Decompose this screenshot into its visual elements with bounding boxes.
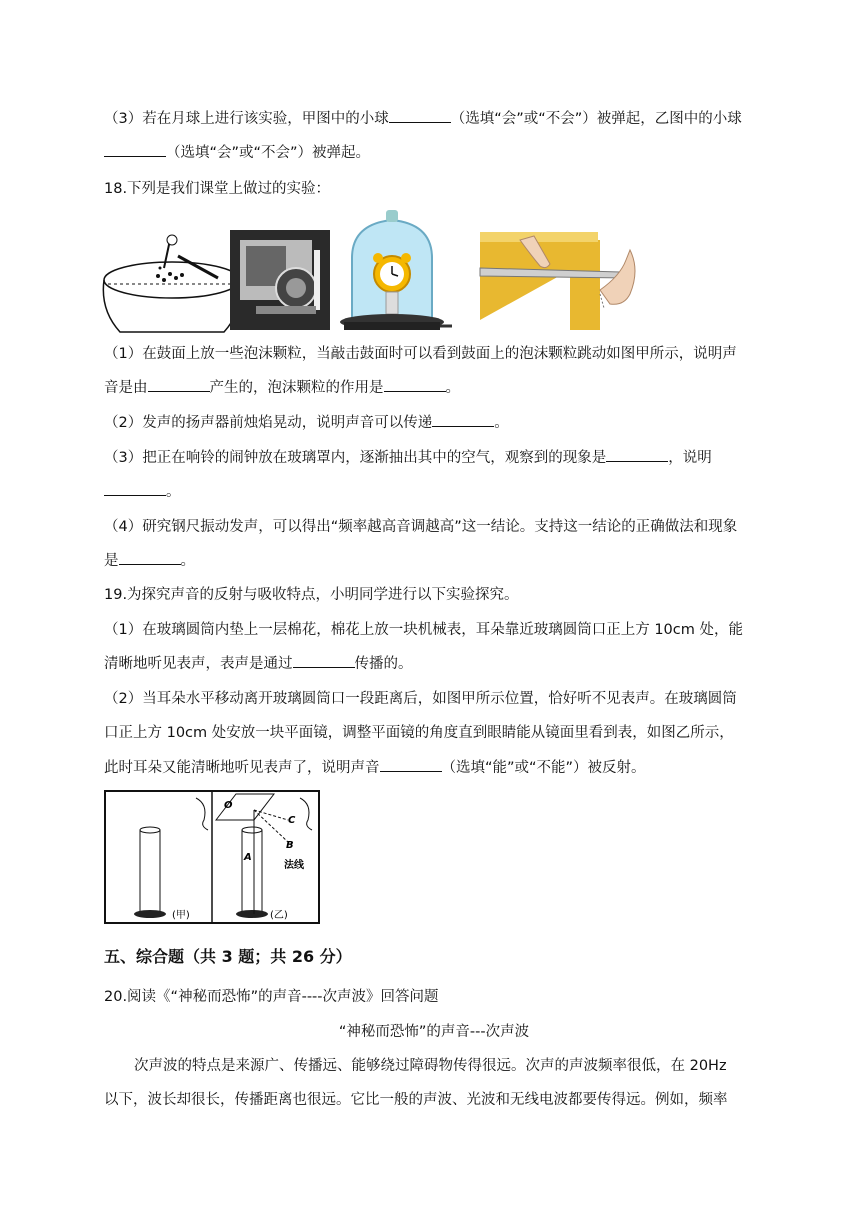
answer-blank bbox=[606, 447, 668, 462]
ruler-desk-figure bbox=[480, 232, 635, 330]
article-title: “神秘而恐怖”的声音---次声波 bbox=[338, 1024, 530, 1040]
answer-blank bbox=[432, 412, 494, 427]
q18-part4-line1: （4）研究钢尺振动发声，可以得出“频率越高音调越高”这一结论。支持这一结论的正确做法和现象 bbox=[104, 519, 738, 535]
q18-p4-text-b: 是 bbox=[104, 553, 119, 569]
q18-part3-line1 bbox=[104, 447, 764, 469]
q17-part3-line1 bbox=[104, 108, 764, 130]
q19-p1-text-b: 清晰地听见表声，表声是通过 bbox=[104, 656, 293, 672]
q18-p3-text-a: （3）把正在响铃的闹钟放在玻璃罩内，逐渐抽出其中的空气，观察到的现象是 bbox=[104, 450, 607, 466]
section-heading: 五、综合题（共 3 题；共 26 分） bbox=[104, 947, 352, 966]
q19-figure bbox=[104, 790, 320, 924]
q18-p1-text-b: 音是由 bbox=[104, 380, 148, 396]
drum-figure bbox=[103, 235, 240, 332]
fig-label-yi: (乙) bbox=[270, 910, 288, 921]
q18-p1-text-c: 产生的，泡沫颗粒的作用是 bbox=[209, 380, 384, 396]
answer-blank bbox=[119, 550, 181, 565]
q19-p1-text-c: 传播的。 bbox=[354, 656, 413, 672]
answer-blank bbox=[104, 142, 166, 157]
fig-label-normal: 法线 bbox=[284, 860, 304, 871]
q19-p2-text-d: （选填“能”或“不能”）被反射。 bbox=[441, 760, 646, 776]
q19-part1-line1: （1）在玻璃圆筒内垫上一层棉花，棉花上放一块机械表，耳朵靠近玻璃圆筒口正上方 10cm 处，能 bbox=[104, 622, 743, 638]
answer-blank bbox=[384, 377, 446, 392]
q17-p3-text-b: （选填“会”或“不会”）被弹起，乙图中的小球 bbox=[450, 111, 742, 127]
fig-label-C: C bbox=[288, 815, 296, 826]
q18-p4-text-c: 。 bbox=[180, 553, 195, 569]
answer-blank bbox=[389, 108, 451, 123]
q18-p2-text-b: 。 bbox=[494, 415, 509, 431]
answer-blank bbox=[148, 377, 210, 392]
q18-part4-line2 bbox=[104, 550, 764, 572]
q18-p2-text-a: （2）发声的扬声器前烛焰晃动，说明声音可以传递 bbox=[104, 415, 433, 431]
q18-part1-line1: （1）在鼓面上放一些泡沫颗粒，当敲击鼓面时可以看到鼓面上的泡沫颗粒跳动如图甲所示，说明声 bbox=[104, 346, 737, 362]
fig-label-A: A bbox=[244, 852, 252, 863]
q19-title: 19.为探究声音的反射与吸收特点，小明同学进行以下实验探究。 bbox=[104, 587, 519, 603]
fig-label-B: B bbox=[286, 840, 294, 851]
q19-part2-line3 bbox=[104, 757, 764, 779]
answer-blank bbox=[293, 653, 355, 668]
speaker-candle-figure bbox=[230, 230, 330, 330]
q18-p3-text-c: 。 bbox=[166, 484, 181, 500]
q17-p3-text-c: （选填“会”或“不会”）被弹起。 bbox=[166, 145, 371, 161]
q19-p2-text-c: 此时耳朵又能清晰地听见表声了，说明声音 bbox=[104, 760, 380, 776]
q18-part2-line bbox=[104, 412, 764, 434]
q19-part2-line2: 口正上方 10cm 处安放一块平面镜，调整平面镜的角度直到眼睛能从镜面里看到表，如图乙所示， bbox=[104, 725, 734, 741]
q17-p3-text-a: （3）若在月球上进行该实验，甲图中的小球 bbox=[104, 111, 389, 127]
bell-jar-figure bbox=[340, 210, 452, 330]
q17-part3-line2 bbox=[104, 142, 764, 164]
fig-label-O: O bbox=[224, 800, 233, 811]
article-para-line2: 以下，波长却很长，传播距离也很远。它比一般的声波、光波和无线电波都要传得远。例如，频率 bbox=[104, 1092, 728, 1108]
q18-p1-text-d: 。 bbox=[445, 380, 460, 396]
answer-blank bbox=[380, 757, 442, 772]
fig-label-jia: (甲) bbox=[172, 910, 190, 921]
answer-blank bbox=[104, 481, 166, 496]
q18-title: 18.下列是我们课堂上做过的实验： bbox=[104, 181, 331, 197]
q18-p3-text-b: ，说明 bbox=[668, 450, 712, 466]
q19-part1-line2 bbox=[104, 653, 764, 675]
article-para-line1: 次声波的特点是来源广、传播远、能够绕过障碍物传得很远。次声的声波频率很低，在 20Hz bbox=[134, 1058, 727, 1074]
q18-figures bbox=[100, 210, 720, 340]
q19-part2-line1: （2）当耳朵水平移动离开玻璃圆筒口一段距离后，如图甲所示位置，恰好听不见表声。在玻璃圆筒 bbox=[104, 691, 737, 707]
q18-part3-line2 bbox=[104, 481, 764, 503]
q18-part1-line2 bbox=[104, 377, 764, 399]
q20-title: 20.阅读《“神秘而恐怖”的声音----次声波》回答问题 bbox=[104, 989, 439, 1005]
